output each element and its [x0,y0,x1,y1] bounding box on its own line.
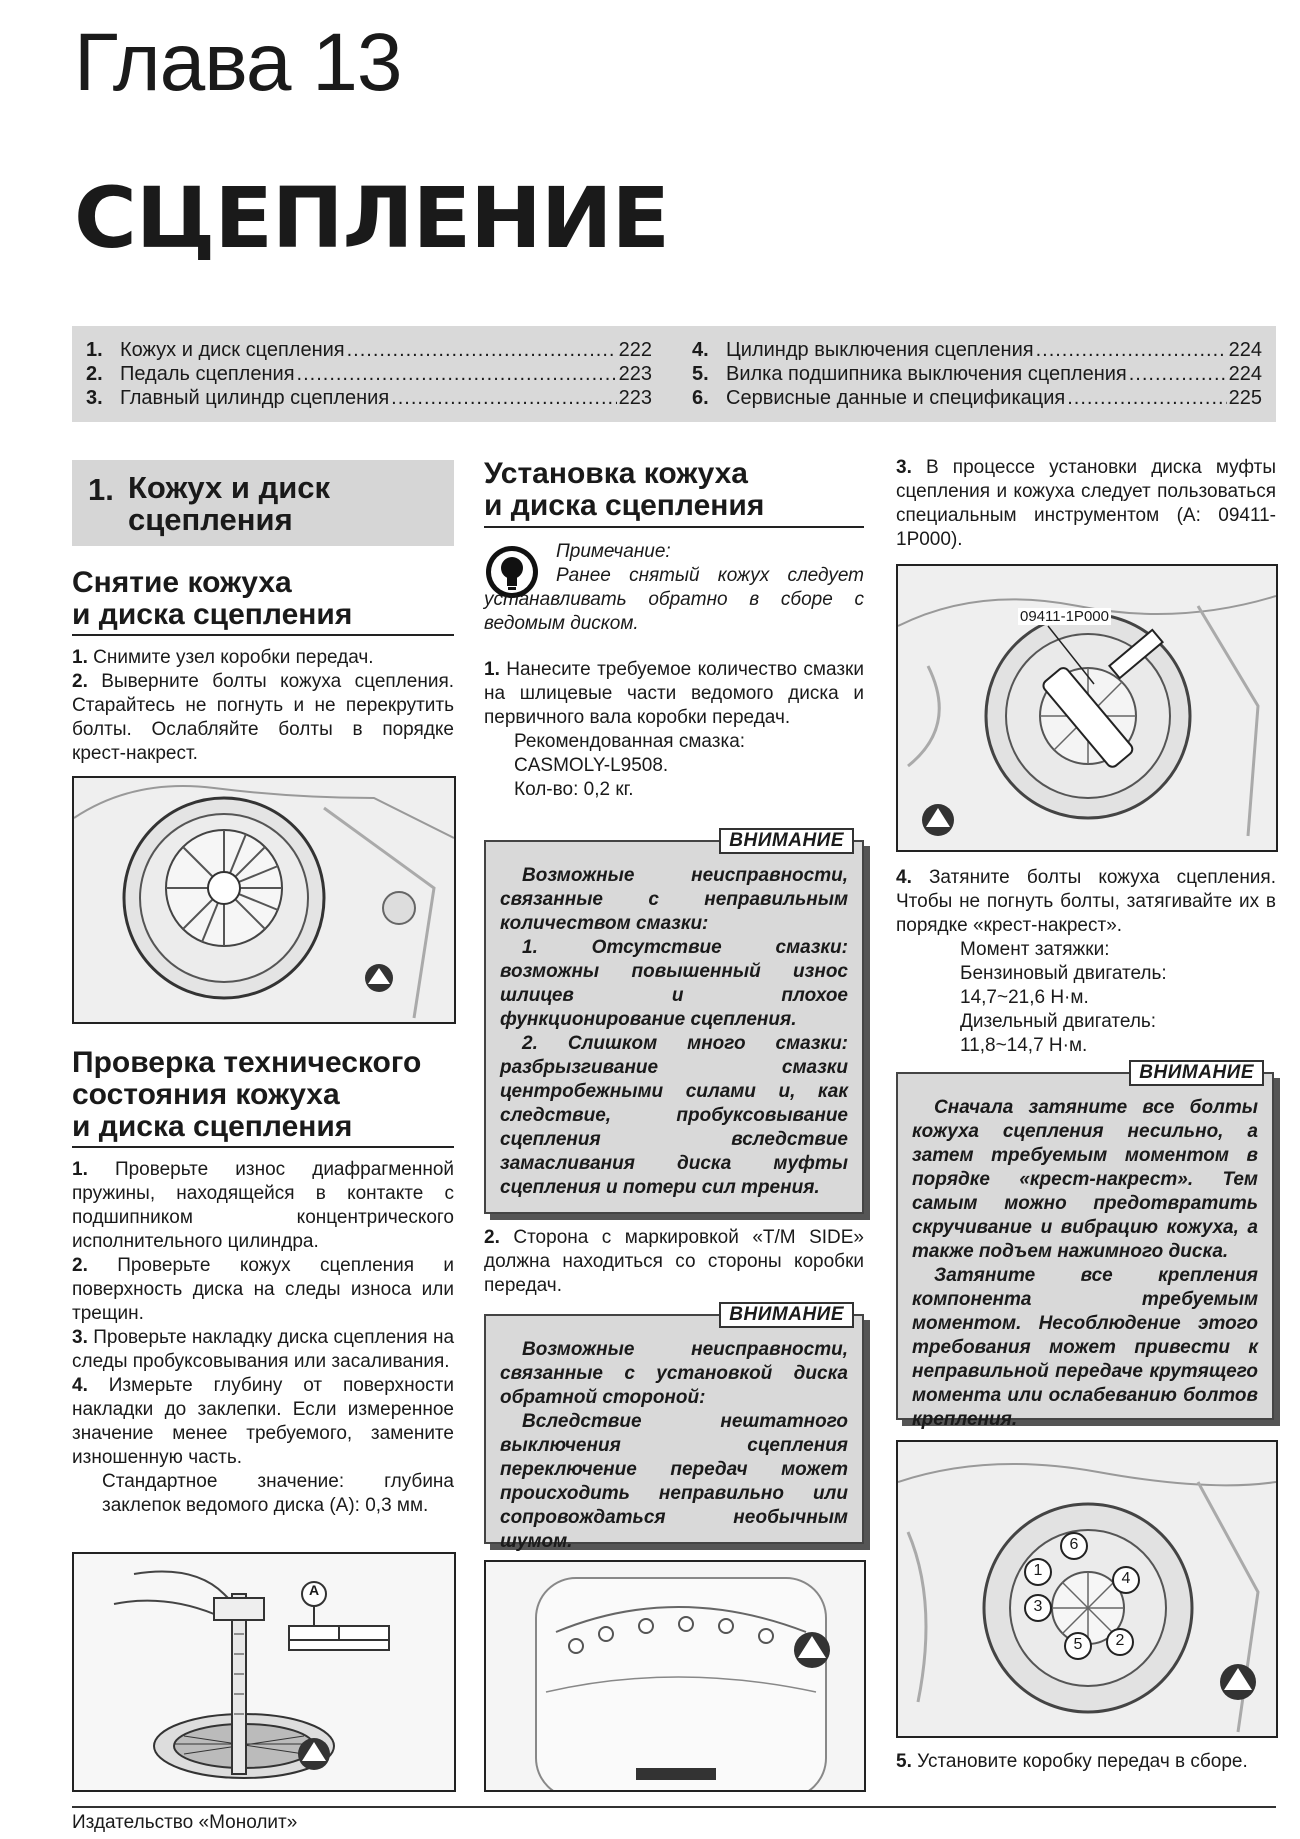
warning-paragraph: Затяните все крепления компонента требуемым моментом. Несоблюдение этого требования может привести к неправильной передаче крутящего момента или ослабеванию болтов крепления. [912,1265,1258,1430]
heading-line: Установка кожуха [484,457,748,490]
install-step-2 [484,1226,864,1298]
toc-item-page: 224 [1228,363,1262,385]
warning-paragraph: 1. Отсутствие смазки: возможны повышенный износ шлицев и плохое функционирование сцепления. [500,937,848,1030]
toc-item-title: Сервисные данные и спецификация [726,387,1066,409]
note-block [484,540,864,640]
lubricant-line: CASMOLY-L9508. [514,755,669,776]
step-item [484,658,864,730]
bolt-label-3: 3 [1033,1598,1043,1615]
toc-item-number: 5. [692,363,709,385]
chapter-number: Глава 13 [74,17,402,108]
toc-item-title: Цилиндр выключения сцепления [726,339,1034,361]
toc-item[interactable] [86,386,652,410]
toc-item-number: 6. [692,387,709,409]
toc-leader [1036,338,1227,362]
toc-item-page: 224 [1228,339,1262,361]
warning-box-tightening [896,1062,1274,1430]
special-tool-figure [896,564,1278,852]
install-step-4 [896,866,1276,1058]
bolt-label-5: 5 [1073,1636,1083,1653]
warning-box-reversed-disc [484,1304,864,1552]
warning-text [912,1096,1258,1432]
step-text: Снимите узел коробки передач. [93,647,374,668]
step-number: 1. [72,647,88,668]
torque-line: Момент затяжки: [960,939,1110,960]
step-text: Проверьте износ диафрагменной пружины, находящейся в контакте с подшипником концентрического исполнительного цилиндра. [72,1159,454,1252]
heading-line: и диска сцепления [484,489,765,522]
section-heading-box [72,460,454,546]
install-step-5 [896,1750,1276,1774]
bolt-sequence-figure [896,1440,1278,1738]
step-text: Выверните болты кожуха сцепления. Старайтесь не погнуть и не перекрутить болты. Ослабляйте болты в порядке крест-накрест. [72,671,455,764]
toc-leader [391,386,616,410]
step-item [72,1254,454,1326]
step-item [72,1158,454,1254]
step-item [72,1374,454,1470]
section-title [128,472,330,536]
note-text: Ранее снятый кожух следует устанавливать обратно в сборе с ведомым диском. [484,565,864,634]
heading-line: Снятие кожуха [72,566,292,599]
section-number: 1. [88,472,114,507]
step-item [72,1326,454,1374]
toc-item-number: 3. [86,387,103,409]
toc-item-page: 222 [618,339,652,361]
step-text: Измерьте глубину от поверхности накладки до заклепки. Если измеренное значение менее требуемого, замените изношенную часть. [72,1375,454,1468]
inspection-steps [72,1158,454,1518]
warning-box-lubrication [484,830,864,1214]
step-number: 3. [896,457,912,478]
warning-label: ВНИМАНИЕ [1129,1060,1264,1086]
warning-paragraph: Сначала затяните все болты кожуха сцепления несильно, а затем требуемым моментом в порядке «крест-накрест». Тем самым можно предотвратить скручивание и вибрацию кожуха, а также подъем нажимного диска. [912,1097,1258,1262]
toc-item[interactable] [692,362,1262,386]
install-step-1 [484,658,864,802]
warning-label: ВНИМАНИЕ [719,1302,854,1328]
clutch-cover-figure [72,776,456,1024]
heading-rule [72,634,454,636]
removal-heading [72,567,454,631]
section-title-line: Кожух и диск [128,470,331,505]
toc-leader [1067,386,1226,410]
heading-rule [72,1146,454,1148]
install-heading [484,458,864,522]
step-number: 3. [72,1327,88,1348]
toc-item-title: Вилка подшипника выключения сцепления [726,363,1127,385]
inspection-heading [72,1047,454,1143]
step-number: 2. [484,1227,500,1248]
chapter-title: СЦЕПЛЕНИЕ [74,169,670,267]
step-item [896,456,1276,552]
torque-line: Дизельный двигатель: [960,1011,1157,1032]
warning-text [500,1338,848,1554]
bolt-label-1: 1 [1033,1562,1043,1579]
toc-item-number: 4. [692,339,709,361]
warning-paragraph: Возможные неисправности, связанные с установкой диска обратной стороной: [500,1339,848,1408]
heading-line: и диска сцепления [72,598,353,631]
step-number: 2. [72,671,88,692]
torque-line: Бензиновый двигатель: [960,963,1167,984]
toc-item-title: Кожух и диск сцепления [120,339,345,361]
heading-rule [484,526,864,528]
lubricant-line: Кол-во: 0,2 кг. [514,779,634,800]
step-number: 2. [72,1255,88,1276]
toc-item-page: 223 [618,387,652,409]
step-item [896,866,1276,938]
install-step-3 [896,456,1276,552]
figure-label-a: A [308,1582,320,1598]
bolt-sequence-illustration [898,1442,1276,1736]
toc-item[interactable] [86,338,652,362]
toc-item[interactable] [86,362,652,386]
note-label: Примечание: [556,541,671,562]
footer-rule [72,1806,1276,1808]
step-text: Проверьте накладку диска сцепления на следы пробуксовывания или засаливания. [72,1327,455,1372]
bolt-label-6: 6 [1069,1536,1079,1553]
table-of-contents [72,326,1276,422]
toc-item[interactable] [692,386,1262,410]
toc-leader [347,338,617,362]
torque-line: 11,8~14,7 Н·м. [960,1035,1088,1056]
toc-item-number: 1. [86,339,103,361]
warning-paragraph: Возможные неисправности, связанные с неправильным количеством смазки: [500,865,848,934]
toc-leader [1129,362,1227,386]
step-text: Нанесите требуемое количество смазки на шлицевые части ведомого диска и первичного вала коробки передач. [484,659,864,728]
step-text: Проверьте кожух сцепления и поверхность диска на следы износа или трещин. [72,1255,454,1324]
section-title-line: сцепления [128,502,293,537]
toc-item-number: 2. [86,363,103,385]
toc-left-column [86,338,652,410]
step-text: Сторона с маркировкой «T/M SIDE» должна находиться со стороны коробки передач. [484,1227,864,1296]
step-text: В процессе установки диска муфты сцепления и кожуха следует пользоваться специальным инструментом (А: 09411-1Р000). [896,457,1276,550]
step-number: 4. [72,1375,88,1396]
toc-item[interactable] [692,338,1262,362]
clutch-disc-figure [484,1560,866,1792]
bolt-label-4: 4 [1121,1570,1131,1587]
step-number: 1. [72,1159,88,1180]
toc-leader [297,362,617,386]
toc-item-title: Главный цилиндр сцепления [120,387,390,409]
publisher: Издательство «Монолит» [72,1812,298,1833]
step-item [484,1226,864,1298]
heading-line: состояния кожуха [72,1078,340,1111]
heading-line: Проверка технического [72,1046,422,1079]
toc-right-column [692,338,1262,410]
clutch-cover-illustration [74,778,454,1022]
step-number: 4. [896,867,912,888]
step-text: Установите коробку передач в сборе. [917,1751,1248,1772]
warning-label: ВНИМАНИЕ [719,828,854,854]
step-number: 1. [484,659,500,680]
tool-number-label: 09411-1P000 [1020,608,1109,625]
warning-paragraph: 2. Слишком много смазки: разбрызгивание смазки центробежными силами и, как следствие, пробуксовывание сцепления вследствие замасливания диска муфты сцепления и потери сил трения. [500,1033,848,1198]
heading-line: и диска сцепления [72,1110,353,1143]
torque-line: 14,7~21,6 Н·м. [960,987,1089,1008]
step-item [72,670,454,766]
warning-text [500,864,848,1200]
toc-item-page: 225 [1228,387,1262,409]
bolt-label-2: 2 [1115,1632,1125,1649]
step-item [72,646,454,670]
step-number: 5. [896,1751,912,1772]
standard-value: Стандартное значение: глубина заклепок ведомого диска (А): 0,3 мм. [102,1471,454,1516]
caliper-illustration [74,1554,454,1790]
step-item [896,1750,1276,1774]
toc-item-page: 223 [618,363,652,385]
caliper-figure [72,1552,456,1792]
lubricant-line: Рекомендованная смазка: [514,731,746,752]
step-text: Затяните болты кожуха сцепления. Чтобы не погнуть болты, затягивайте их в порядке «крест-накрест». [896,867,1276,936]
warning-paragraph: Вследствие нештатного выключения сцепления переключение передач может происходить неправильно или сопровождаться необычным шумом. [500,1411,848,1552]
toc-item-title: Педаль сцепления [120,363,295,385]
clutch-disc-illustration [486,1562,864,1790]
removal-steps [72,646,454,766]
